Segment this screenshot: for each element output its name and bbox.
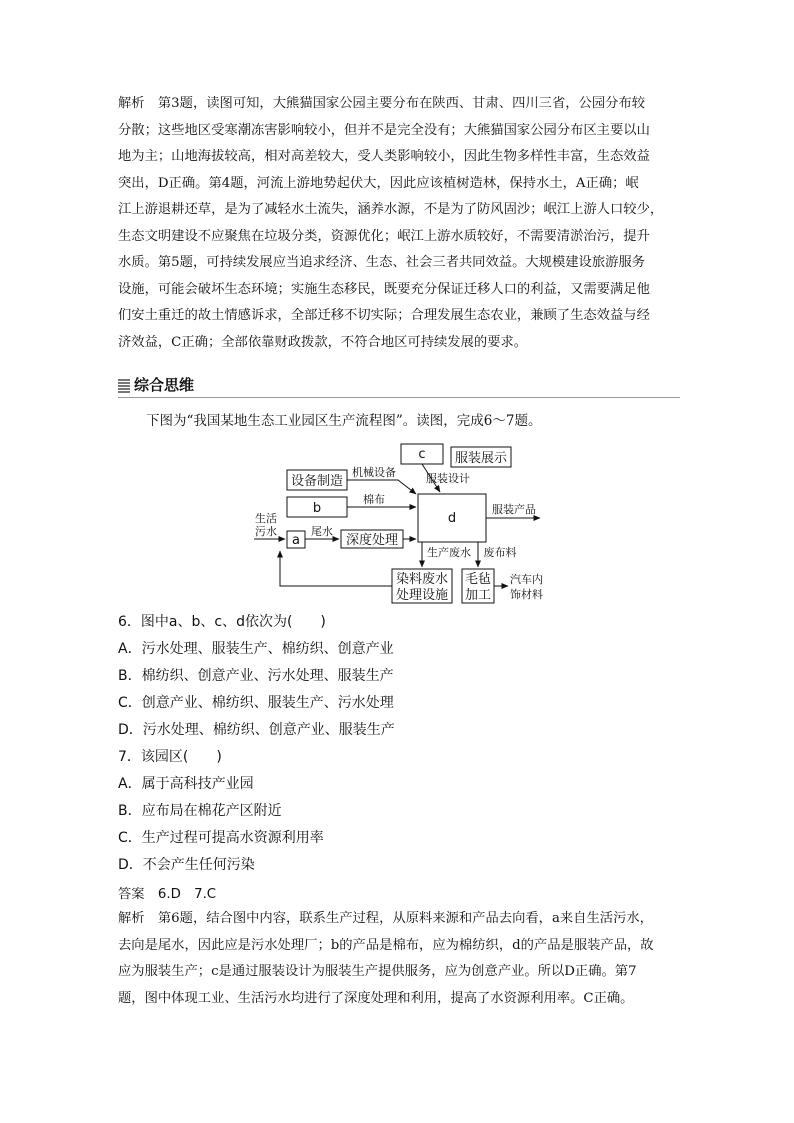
analysis-line: 地为主；山地海拔较高，相对高差较大，受人类影响较小，因此生物多样性丰富，生态效益 <box>118 149 650 164</box>
question-stem: 6．图中a、b、c、d依次为( ) <box>118 614 326 630</box>
analysis-line: 江上游退耕还草，是为了减轻水土流失，涵养水源，不是为了防风固沙；岷江上游人口较少， <box>118 202 664 217</box>
box-dye-line2: 处理设施 <box>395 588 449 603</box>
label-design: 服装设计 <box>426 472 470 485</box>
analysis-line: 去向是尾水，因此应是污水处理厂；b的产品是棉布，应为棉纺织，d的产品是服装产品，故 <box>118 937 654 953</box>
analysis-line: 解析 第3题，读图可知，大熊猫国家公园主要分布在陕西、甘肃、四川三省，公园分布较 <box>118 96 646 111</box>
analysis-line: 们安土重迁的故土情感诉求，全部迁移不切实际；合理发展生态农业，兼顾了生态效益与经 <box>118 308 650 323</box>
label-auto-line1: 汽车内 <box>510 573 543 586</box>
section-title: 综合思维 <box>134 376 195 394</box>
box-b: b <box>312 501 322 516</box>
analysis-line: 解析 第6题，结合图中内容，联系生产过程，从原料来源和产品去向看，a来自生活污水， <box>118 911 653 926</box>
analysis-line: 水质。第5题，可持续发展应当追求经济、生态、社会三者共同效益。大规模建设旅游服务 <box>118 255 646 270</box>
label-domestic-line1: 生活 <box>255 512 277 525</box>
box-d: d <box>447 511 457 526</box>
box-deep-treatment: 深度处理 <box>345 533 399 548</box>
analysis-line: 设施，可能会破坏生态环境；实施生态移民，既要充分保证迁移人口的利益，又需要满足他 <box>118 281 650 297</box>
box-a: a <box>292 533 300 548</box>
label-cotton: 棉布 <box>363 493 385 506</box>
label-wastewater: 生产废水 <box>427 546 471 559</box>
analysis-line: 济效益，C正确；全部依靠财政拨款，不符合地区可持续发展的要求。 <box>118 334 528 350</box>
analysis-line: 题，图中体现工业、生活污水均进行了深度处理和利用，提高了水资源利用率。C正确。 <box>118 990 634 1006</box>
option-d: D．污水处理、棉纺织、创意产业、服装生产 <box>118 722 395 738</box>
label-domestic-line2: 污水 <box>255 525 277 538</box>
box-felt-line2: 加工 <box>464 588 492 603</box>
question-stem: 7．该园区( ) <box>118 749 222 765</box>
question-intro: 下图为“我国某地生态工业园区生产流程图”。读图，完成6～7题。 <box>146 413 542 429</box>
label-auto-line2: 饰材料 <box>510 588 543 601</box>
analysis-line: 突出，D正确。第4题，河流上游地势起伏大，因此应该植树造林，保持水土，A正确；岷 <box>118 175 639 191</box>
option-a: A．属于高科技产业园 <box>118 776 254 792</box>
label-machinery: 机械设备 <box>352 466 396 479</box>
option-a: A．污水处理、服装生产、棉纺织、创意产业 <box>118 641 394 657</box>
option-c: C．创意产业、棉纺织、服装生产、污水处理 <box>118 695 394 711</box>
box-felt-line1: 毛毡 <box>464 572 492 587</box>
analysis-line: 生态文明建设不应聚焦在垃圾分类，资源优化；岷江上游水质较好，不需要清淤治污，提升 <box>118 228 650 244</box>
box-dye-line1: 染料废水 <box>395 572 449 587</box>
option-b: B．棉纺织、创意产业、污水处理、服装生产 <box>118 668 394 684</box>
label-scrap: 废布料 <box>483 546 517 559</box>
option-b: B．应布局在棉花产区附近 <box>118 803 282 819</box>
label-product: 服装产品 <box>492 503 536 516</box>
analysis-line: 应为服装生产；c是通过服装设计为服装生产提供服务，应为创意产业。所以D正确。第7 <box>118 964 637 979</box>
box-display: 服装展示 <box>454 451 508 466</box>
label-tail-water: 尾水 <box>311 525 333 538</box>
box-equipment: 设备制造 <box>290 474 344 489</box>
analysis-line: 分散；这些地区受寒潮冻害影响较小，但并不是完全没有；大熊猫国家公园分布区主要以山 <box>118 122 650 138</box>
answer-line: 答案 6.D 7.C <box>118 887 217 902</box>
box-c: c <box>418 447 426 462</box>
option-d: D．不会产生任何污染 <box>118 857 255 873</box>
option-c: C．生产过程可提高水资源利用率 <box>118 830 324 846</box>
